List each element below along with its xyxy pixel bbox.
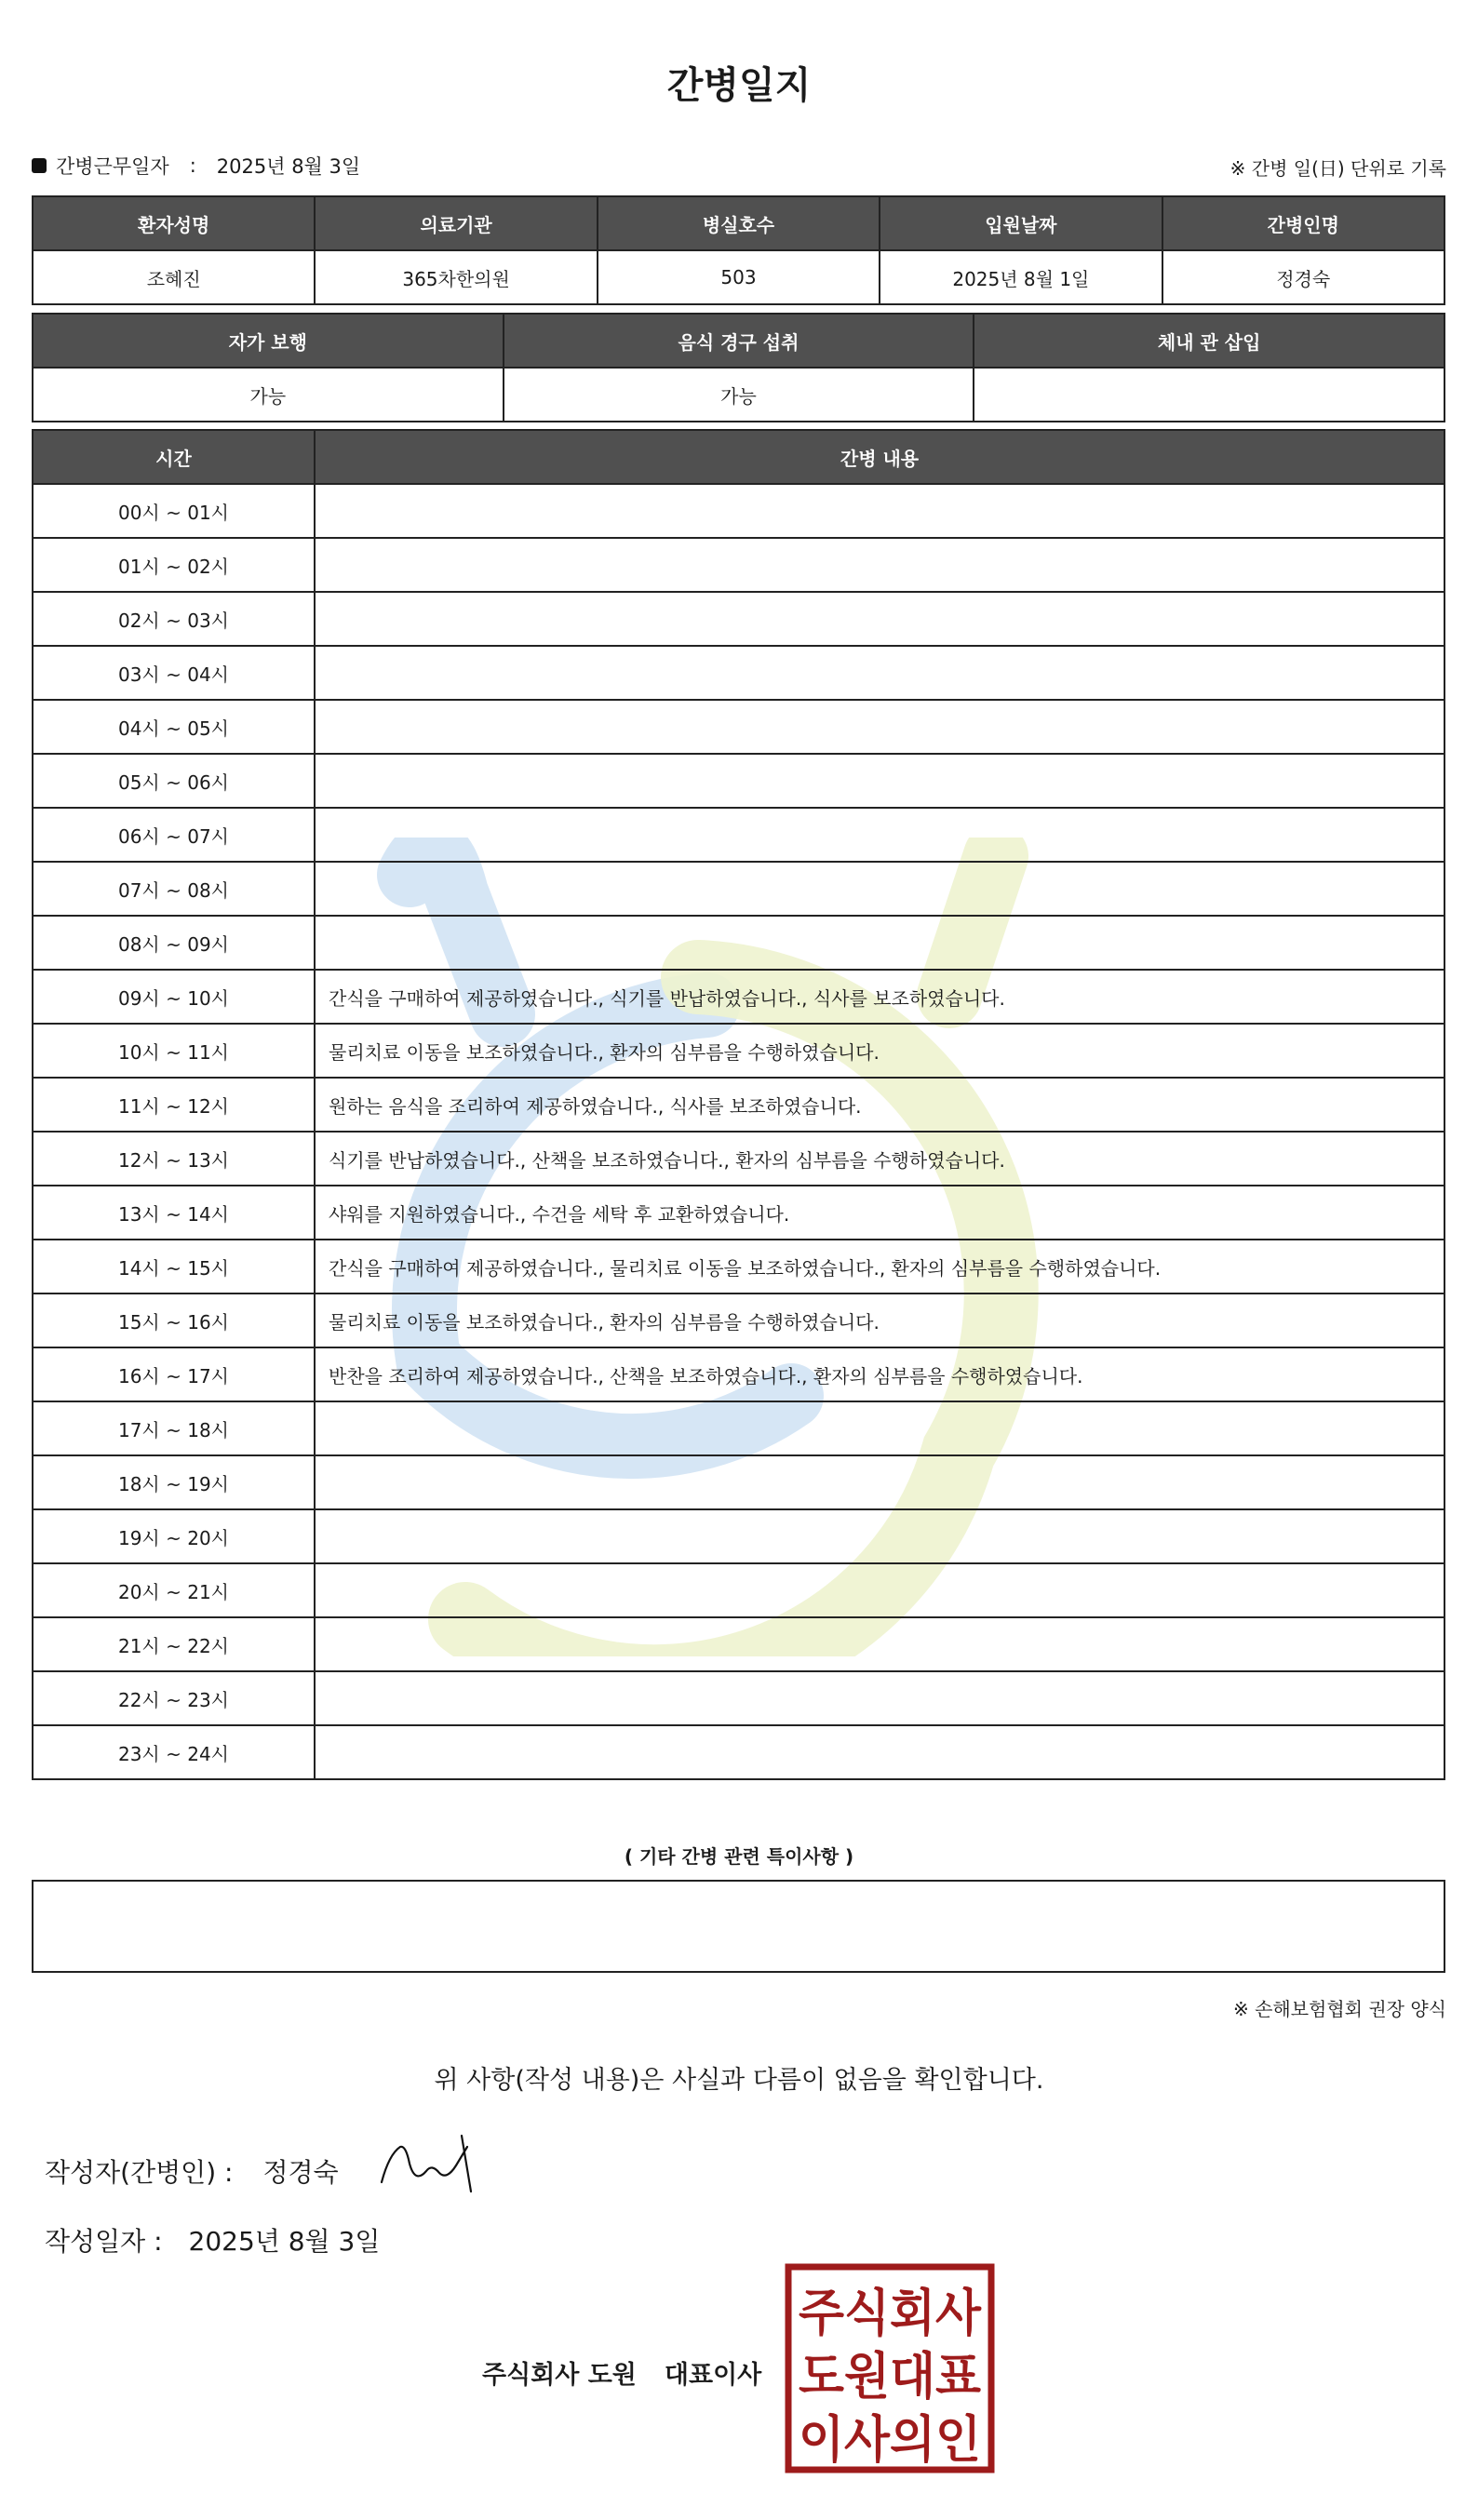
time-slot: 13시 ~ 14시: [33, 1186, 315, 1240]
writer-label: 작성자(간병인) :: [45, 2157, 234, 2188]
care-content: 물리치료 이동을 보조하였습니다., 환자의 심부름을 수행하였습니다.: [315, 1294, 1444, 1347]
table-row: [33, 538, 1444, 592]
table-row: [33, 484, 1444, 538]
table-row: [33, 1725, 1444, 1779]
hospital-name: 365차한의원: [315, 250, 597, 304]
care-content: [315, 808, 1444, 862]
header-patient-name: 환자성명: [33, 196, 315, 250]
header-admission-date: 입원날짜: [880, 196, 1162, 250]
care-content: [315, 1671, 1444, 1725]
work-date-separator: :: [189, 154, 196, 177]
company-seal-stamp: [785, 2263, 995, 2473]
company-name: 주식회사 도원: [482, 2361, 637, 2390]
company-row: [482, 2354, 761, 2391]
confirmation-statement: 위 사항(작성 내용)은 사실과 다름이 없음을 확인합니다.: [434, 2066, 1044, 2095]
patient-name: 조혜진: [33, 250, 315, 304]
care-content: [315, 484, 1444, 538]
written-date-label: 작성일자 :: [45, 2226, 163, 2257]
time-slot: 11시 ~ 12시: [33, 1078, 315, 1132]
care-content: [315, 862, 1444, 916]
company-role: 대표이사: [664, 2361, 762, 2390]
written-date-row: [45, 2221, 380, 2259]
room-number: 503: [598, 250, 880, 304]
svg-text:주식회사: 주식회사: [799, 2284, 982, 2342]
table-row: [33, 862, 1444, 916]
table-row: [33, 700, 1444, 754]
header-caregiver-name: 간병인명: [1162, 196, 1444, 250]
time-slot: 10시 ~ 11시: [33, 1024, 315, 1078]
table-row: [33, 808, 1444, 862]
care-content: 간식을 구매하여 제공하였습니다., 식기를 반납하였습니다., 식사를 보조하였습니다.: [315, 970, 1444, 1024]
tube-insertion-value: [974, 368, 1444, 422]
admission-date: 2025년 8월 1일: [880, 250, 1162, 304]
work-date-value: 2025년 8월 3일: [216, 155, 361, 178]
header-care-content: 간병 내용: [315, 430, 1444, 484]
writer-row: [45, 2152, 339, 2190]
time-slot: 09시 ~ 10시: [33, 970, 315, 1024]
time-slot: 01시 ~ 02시: [33, 538, 315, 592]
table-row: [33, 970, 1444, 1024]
self-walking-value: 가능: [33, 368, 504, 422]
care-content: 물리치료 이동을 보조하였습니다., 환자의 심부름을 수행하였습니다.: [315, 1024, 1444, 1078]
header-oral-intake: 음식 경구 섭취: [504, 314, 974, 368]
time-slot: 07시 ~ 08시: [33, 862, 315, 916]
special-notes-box: [32, 1880, 1445, 1973]
work-date-row: [32, 152, 360, 180]
care-content: [315, 592, 1444, 646]
table-row: [33, 646, 1444, 700]
care-content: [315, 538, 1444, 592]
patient-status-table: [32, 313, 1445, 422]
patient-info-table: [32, 195, 1445, 305]
time-slot: 12시 ~ 13시: [33, 1132, 315, 1186]
writer-name: 정경숙: [262, 2157, 339, 2188]
table-row: [33, 1024, 1444, 1078]
table-row: [33, 1509, 1444, 1563]
care-content: 식기를 반납하였습니다., 산책을 보조하였습니다., 환자의 심부름을 수행하였습니다.: [315, 1132, 1444, 1186]
table-row: [33, 592, 1444, 646]
table-row: [33, 1401, 1444, 1455]
header-tube-insertion: 체내 관 삽입: [974, 314, 1444, 368]
time-slot: 23시 ~ 24시: [33, 1725, 315, 1779]
time-slot: 14시 ~ 15시: [33, 1240, 315, 1294]
written-date-value: 2025년 8월 3일: [188, 2226, 381, 2257]
time-slot: 17시 ~ 18시: [33, 1401, 315, 1455]
time-slot: 06시 ~ 07시: [33, 808, 315, 862]
care-content: [315, 1401, 1444, 1455]
work-date-label: 간병근무일자: [56, 155, 169, 178]
time-slot: 05시 ~ 06시: [33, 754, 315, 808]
form-source-note: ※ 손해보험협회 권장 양식: [1232, 1998, 1446, 2020]
table-row: [33, 754, 1444, 808]
oral-intake-value: 가능: [504, 368, 974, 422]
time-slot: 02시 ~ 03시: [33, 592, 315, 646]
care-content: [315, 1617, 1444, 1671]
table-row: [33, 1617, 1444, 1671]
table-row: [33, 1240, 1444, 1294]
table-row: [33, 1563, 1444, 1617]
svg-text:도원대표: 도원대표: [799, 2347, 981, 2406]
time-slot: 22시 ~ 23시: [33, 1671, 315, 1725]
table-row: [33, 1294, 1444, 1347]
table-row: [33, 1078, 1444, 1132]
care-content: [315, 1509, 1444, 1563]
special-notes-title: ( 기타 간병 관련 특이사항 ): [624, 1845, 854, 1868]
time-slot: 16시 ~ 17시: [33, 1347, 315, 1401]
care-content: [315, 646, 1444, 700]
record-unit-note: ※ 간병 일(日) 단위로 기록: [1229, 157, 1446, 180]
time-slot: 03시 ~ 04시: [33, 646, 315, 700]
time-slot: 20시 ~ 21시: [33, 1563, 315, 1617]
time-slot: 08시 ~ 09시: [33, 916, 315, 970]
caregiver-name: 정경숙: [1162, 250, 1444, 304]
care-content: 반찬을 조리하여 제공하였습니다., 산책을 보조하였습니다., 환자의 심부름을 수행하였습니다.: [315, 1347, 1444, 1401]
time-slot: 21시 ~ 22시: [33, 1617, 315, 1671]
handwritten-signature: [378, 2126, 499, 2201]
care-log-table: [32, 429, 1445, 1780]
time-slot: 19시 ~ 20시: [33, 1509, 315, 1563]
care-content: [315, 700, 1444, 754]
header-time: 시간: [33, 430, 315, 484]
care-content: 샤워를 지원하였습니다., 수건을 세탁 후 교환하였습니다.: [315, 1186, 1444, 1240]
page-title: 간병일지: [666, 64, 812, 107]
table-row: [33, 1347, 1444, 1401]
table-row: [33, 916, 1444, 970]
table-row: [33, 1186, 1444, 1240]
time-slot: 04시 ~ 05시: [33, 700, 315, 754]
svg-text:이사의인: 이사의인: [799, 2410, 981, 2469]
care-content: [315, 1455, 1444, 1509]
care-content: 간식을 구매하여 제공하였습니다., 물리치료 이동을 보조하였습니다., 환자의 심부름을 수행하였습니다.: [315, 1240, 1444, 1294]
care-content: [315, 1563, 1444, 1617]
time-slot: 00시 ~ 01시: [33, 484, 315, 538]
table-row: [33, 1455, 1444, 1509]
time-slot: 18시 ~ 19시: [33, 1455, 315, 1509]
bullet-icon: [32, 158, 47, 173]
care-content: [315, 1725, 1444, 1779]
care-content: [315, 916, 1444, 970]
care-content: 원하는 음식을 조리하여 제공하였습니다., 식사를 보조하였습니다.: [315, 1078, 1444, 1132]
table-row: [33, 1132, 1444, 1186]
table-row: [33, 1671, 1444, 1725]
header-room-number: 병실호수: [598, 196, 880, 250]
header-self-walking: 자가 보행: [33, 314, 504, 368]
care-content: [315, 754, 1444, 808]
header-hospital: 의료기관: [315, 196, 597, 250]
time-slot: 15시 ~ 16시: [33, 1294, 315, 1347]
